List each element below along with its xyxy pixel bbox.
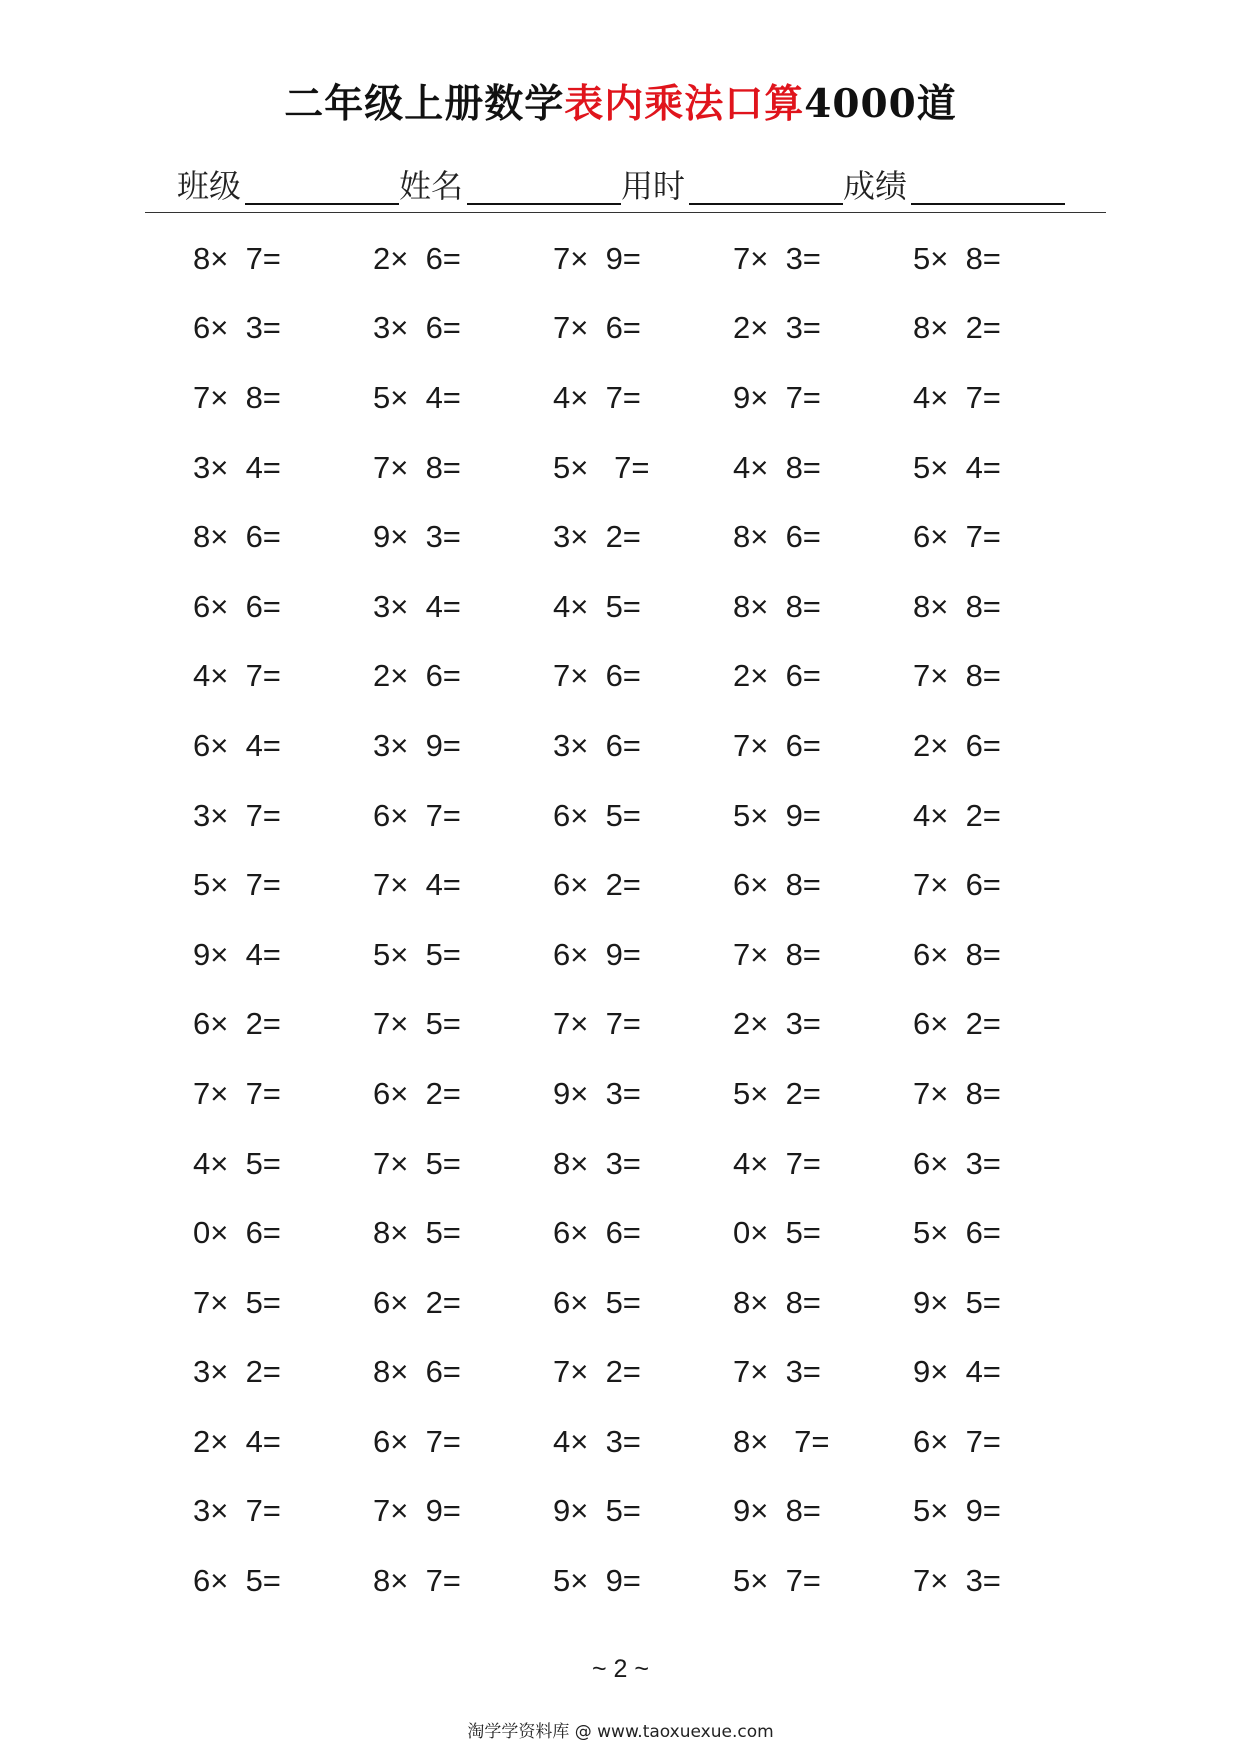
problem-item: 7× 6=	[553, 310, 641, 346]
problem-item: 3× 4=	[373, 588, 461, 624]
problem-row	[193, 850, 1093, 920]
problem-item: 7× 3=	[913, 1563, 1001, 1599]
problem-item: 2× 3=	[733, 1006, 821, 1042]
problem-item: 2× 3=	[733, 310, 821, 346]
problem-item: 9× 3=	[553, 1075, 641, 1111]
problem-item: 5× 7=	[733, 1563, 821, 1599]
problem-item: 5× 7=	[553, 449, 650, 485]
problem-row	[193, 711, 1093, 781]
footer-watermark: 淘学学资料库 @ www.taoxuexue.com	[467, 1722, 774, 1742]
problem-row	[193, 1477, 1093, 1547]
problem-item: 6× 2=	[553, 867, 641, 903]
problem-item: 7× 8=	[733, 936, 821, 972]
problem-item: 9× 4=	[193, 936, 281, 972]
problem-item: 4× 7=	[193, 658, 281, 694]
problem-item: 6× 8=	[913, 936, 1001, 972]
problem-item: 6× 2=	[193, 1006, 281, 1042]
problem-item: 9× 5=	[553, 1493, 641, 1529]
problem-item: 8× 6=	[193, 519, 281, 555]
problem-item: 5× 6=	[913, 1215, 1001, 1251]
problem-item: 3× 9=	[373, 727, 461, 763]
problem-item: 7× 6=	[553, 658, 641, 694]
problem-item: 8× 5=	[373, 1215, 461, 1251]
problem-item: 8× 8=	[733, 1284, 821, 1320]
title-part-count: 4000道	[804, 81, 957, 127]
name-field	[399, 164, 621, 208]
problem-item: 7× 8=	[913, 1075, 1001, 1111]
problem-item: 0× 6=	[193, 1215, 281, 1251]
problem-item: 9× 7=	[733, 379, 821, 415]
title-part-grade: 二年级上册数学	[284, 81, 565, 127]
problem-item: 2× 6=	[373, 240, 461, 276]
problem-item: 7× 6=	[913, 867, 1001, 903]
problem-item: 5× 9=	[733, 797, 821, 833]
problem-item: 3× 6=	[553, 727, 641, 763]
header-divider	[145, 212, 1106, 213]
problem-item: 6× 4=	[193, 727, 281, 763]
problem-item: 7× 6=	[733, 727, 821, 763]
problem-item: 6× 2=	[373, 1075, 461, 1111]
problem-item: 9× 8=	[733, 1493, 821, 1529]
problem-row	[193, 1268, 1093, 1338]
problem-item: 5× 9=	[553, 1563, 641, 1599]
problem-item: 9× 3=	[373, 519, 461, 555]
problem-item: 4× 3=	[553, 1423, 641, 1459]
problem-grid	[193, 224, 1093, 1616]
problem-item: 2× 6=	[733, 658, 821, 694]
problem-item: 7× 9=	[553, 240, 641, 276]
problem-row	[193, 1129, 1093, 1199]
problem-item: 5× 4=	[913, 449, 1001, 485]
problem-item: 7× 8=	[373, 449, 461, 485]
problem-item: 5× 2=	[733, 1075, 821, 1111]
problem-item: 7× 8=	[193, 379, 281, 415]
problem-item: 5× 4=	[373, 379, 461, 415]
problem-item: 7× 3=	[733, 240, 821, 276]
problem-item: 7× 7=	[553, 1006, 641, 1042]
problem-row	[193, 502, 1093, 572]
problem-item: 7× 9=	[373, 1493, 461, 1529]
problem-item: 7× 5=	[193, 1284, 281, 1320]
problem-row	[193, 1059, 1093, 1129]
class-label: 班级	[177, 167, 242, 205]
problem-row	[193, 1338, 1093, 1408]
problem-item: 6× 7=	[913, 1423, 1001, 1459]
problem-item: 6× 7=	[373, 797, 461, 833]
problem-item: 6× 9=	[553, 936, 641, 972]
problem-item: 8× 8=	[913, 588, 1001, 624]
problem-item: 3× 6=	[373, 310, 461, 346]
problem-item: 4× 5=	[553, 588, 641, 624]
problem-item: 3× 2=	[553, 519, 641, 555]
time-field	[621, 164, 843, 208]
problem-item: 6× 2=	[373, 1284, 461, 1320]
name-label: 姓名	[399, 167, 464, 205]
problem-item: 7× 2=	[553, 1354, 641, 1390]
problem-item: 6× 3=	[913, 1145, 1001, 1181]
class-blank[interactable]	[245, 203, 399, 205]
problem-item: 3× 2=	[193, 1354, 281, 1390]
problem-item: 4× 7=	[553, 379, 641, 415]
problem-item: 8× 7=	[373, 1563, 461, 1599]
problem-row	[193, 990, 1093, 1060]
time-label: 用时	[621, 167, 686, 205]
problem-item: 6× 5=	[553, 797, 641, 833]
student-info-row	[177, 158, 1065, 208]
problem-item: 8× 6=	[373, 1354, 461, 1390]
problem-item: 6× 6=	[553, 1215, 641, 1251]
problem-item: 7× 5=	[373, 1145, 461, 1181]
problem-row	[193, 294, 1093, 364]
problem-item: 6× 6=	[193, 588, 281, 624]
problem-item: 6× 5=	[553, 1284, 641, 1320]
problem-item: 8× 8=	[733, 588, 821, 624]
problem-item: 6× 7=	[373, 1423, 461, 1459]
problem-item: 2× 6=	[373, 658, 461, 694]
score-blank[interactable]	[911, 203, 1065, 205]
problem-item: 7× 4=	[373, 867, 461, 903]
problem-item: 5× 9=	[913, 1493, 1001, 1529]
title-part-topic: 表内乘法口算	[564, 81, 805, 127]
problem-item: 7× 5=	[373, 1006, 461, 1042]
time-blank[interactable]	[689, 203, 843, 205]
problem-row	[193, 363, 1093, 433]
page-number: ~ 2 ~	[592, 1655, 649, 1683]
problem-item: 4× 2=	[913, 797, 1001, 833]
problem-item: 6× 7=	[913, 519, 1001, 555]
problem-item: 0× 5=	[733, 1215, 821, 1251]
problem-item: 5× 7=	[193, 867, 281, 903]
problem-item: 6× 2=	[913, 1006, 1001, 1042]
problem-item: 4× 7=	[913, 379, 1001, 415]
score-label: 成绩	[843, 167, 908, 205]
problem-item: 8× 2=	[913, 310, 1001, 346]
problem-row	[193, 1198, 1093, 1268]
problem-item: 8× 7=	[733, 1423, 830, 1459]
problem-item: 4× 8=	[733, 449, 821, 485]
problem-item: 6× 8=	[733, 867, 821, 903]
problem-item: 8× 6=	[733, 519, 821, 555]
problem-item: 8× 3=	[553, 1145, 641, 1181]
problem-item: 9× 4=	[913, 1354, 1001, 1390]
problem-row	[193, 1407, 1093, 1477]
problem-row	[193, 433, 1093, 503]
problem-item: 3× 7=	[193, 1493, 281, 1529]
problem-row	[193, 781, 1093, 851]
problem-item: 7× 8=	[913, 658, 1001, 694]
problem-row	[193, 224, 1093, 294]
problem-item: 8× 7=	[193, 240, 281, 276]
class-field	[177, 164, 399, 208]
problem-item: 9× 5=	[913, 1284, 1001, 1320]
problem-item: 2× 6=	[913, 727, 1001, 763]
problem-row	[193, 572, 1093, 642]
problem-row	[193, 1546, 1093, 1616]
page-title	[0, 76, 1241, 132]
problem-item: 7× 3=	[733, 1354, 821, 1390]
problem-item: 6× 3=	[193, 310, 281, 346]
problem-item: 2× 4=	[193, 1423, 281, 1459]
problem-item: 3× 4=	[193, 449, 281, 485]
name-blank[interactable]	[467, 203, 621, 205]
score-field	[843, 164, 1065, 208]
problem-item: 4× 7=	[733, 1145, 821, 1181]
problem-row	[193, 642, 1093, 712]
problem-item: 5× 5=	[373, 936, 461, 972]
problem-row	[193, 920, 1093, 990]
problem-item: 3× 7=	[193, 797, 281, 833]
problem-item: 4× 5=	[193, 1145, 281, 1181]
problem-item: 7× 7=	[193, 1075, 281, 1111]
problem-item: 5× 8=	[913, 240, 1001, 276]
problem-item: 6× 5=	[193, 1563, 281, 1599]
